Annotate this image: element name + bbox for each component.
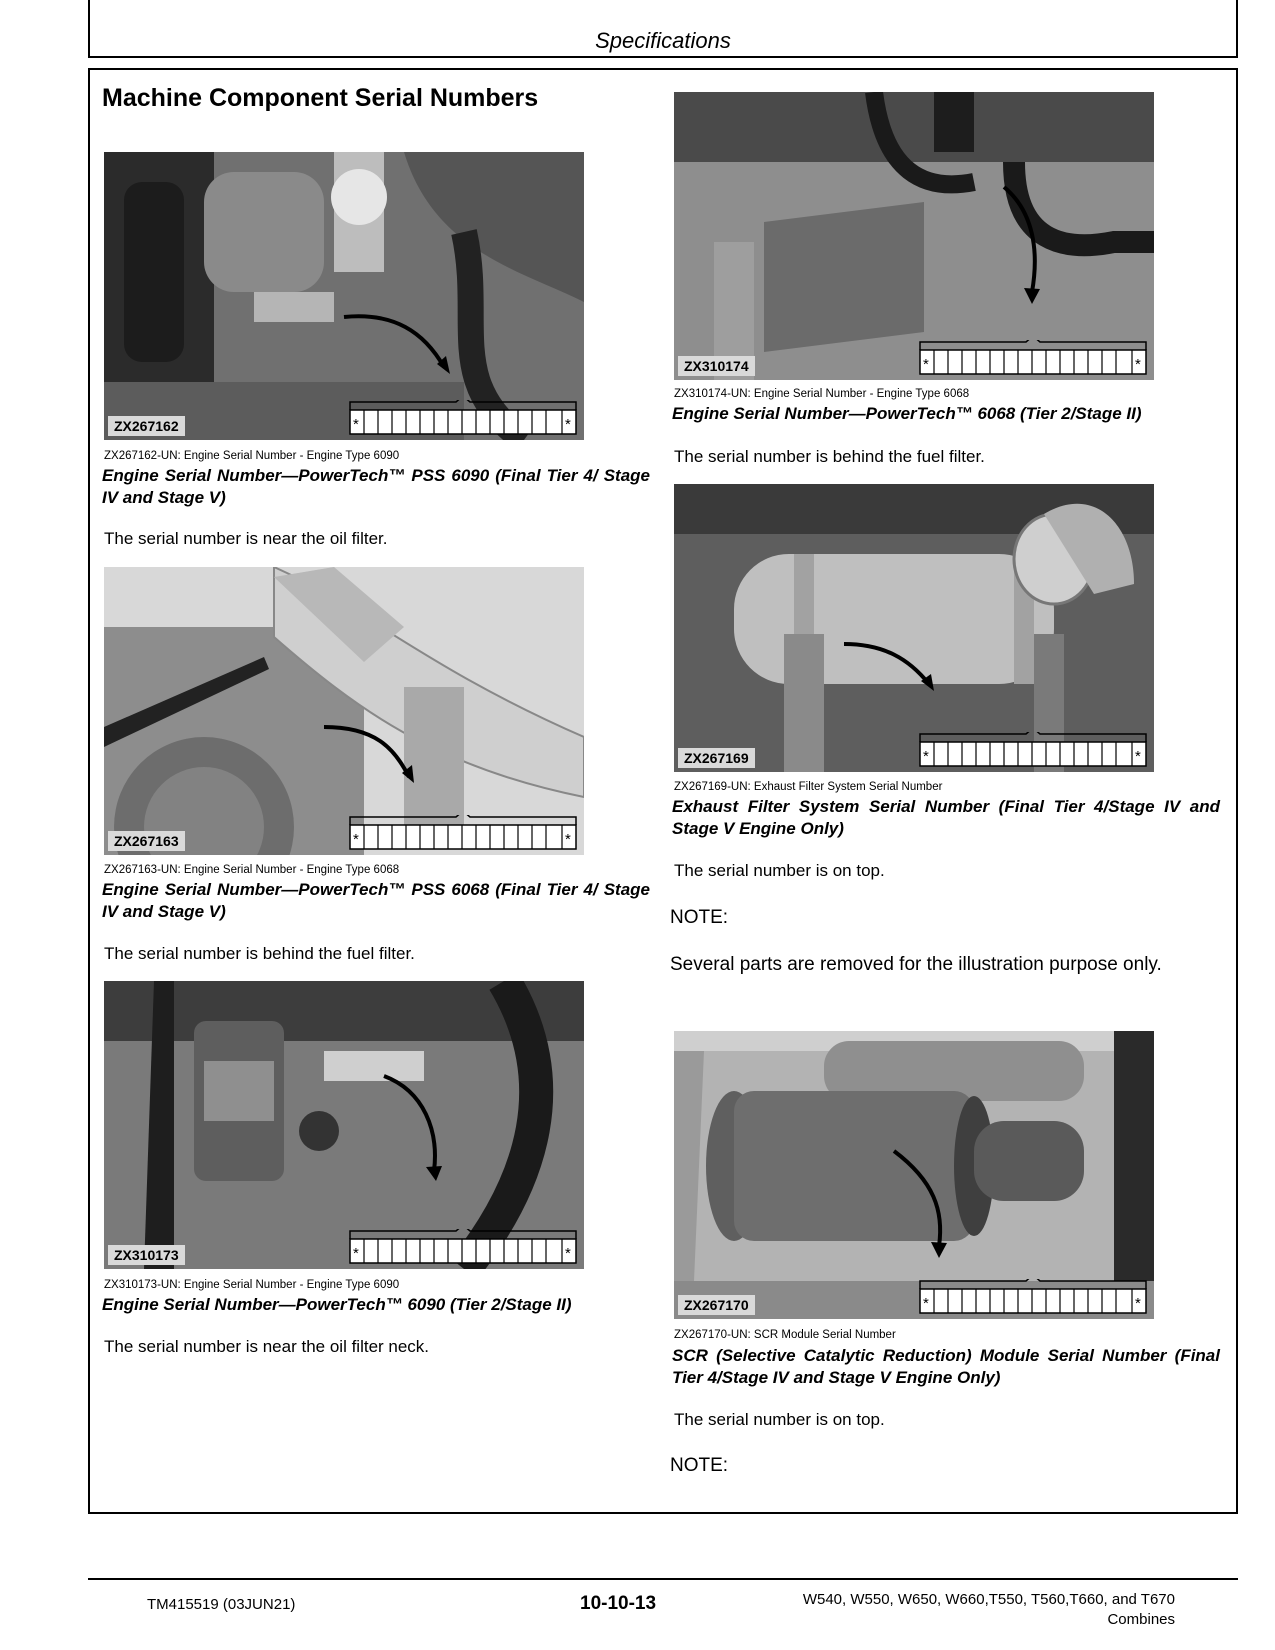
strip-end-mark: * bbox=[565, 1245, 571, 1262]
strip-start-mark: * bbox=[353, 416, 359, 433]
figure-caption: ZX310174-UN: Engine Serial Number - Engine Type 6068 bbox=[674, 388, 970, 400]
figure-code: ZX310173 bbox=[108, 1245, 185, 1265]
strip-start-mark: * bbox=[353, 831, 359, 848]
photo-illustration bbox=[674, 1031, 1154, 1319]
engine-6090-photo bbox=[104, 152, 584, 440]
footer-models-line1: W540, W550, W650, W660,T550, T560,T660, and T670 bbox=[802, 1591, 1175, 1608]
body-text: The serial number is behind the fuel filter. bbox=[104, 944, 415, 963]
engine-6068-tier2-photo bbox=[674, 92, 1154, 380]
photo-illustration bbox=[104, 567, 584, 855]
header-box bbox=[88, 0, 1238, 58]
strip-start-mark: * bbox=[923, 1295, 929, 1312]
section-heading: Engine Serial Number—PowerTech™ 6090 (Tier 2/Stage II) bbox=[102, 1295, 572, 1314]
note-label: NOTE: bbox=[670, 1455, 729, 1476]
strip-end-mark: * bbox=[565, 416, 571, 433]
photo-illustration bbox=[104, 152, 584, 440]
figure-caption: ZX310173-UN: Engine Serial Number - Engine Type 6090 bbox=[104, 1279, 400, 1291]
page-title: Machine Component Serial Numbers bbox=[102, 84, 539, 112]
section-heading: Exhaust Filter System Serial Number (Final Tier 4/Stage IV and Stage V Engine Only) bbox=[672, 797, 1220, 838]
footer-page-number: 10-10-13 bbox=[580, 1593, 657, 1614]
section-heading: SCR (Selective Catalytic Reduction) Module Serial Number (Final Tier 4/Stage IV and Stage V Engine Only) bbox=[672, 1346, 1220, 1387]
figure-caption: ZX267162-UN: Engine Serial Number - Engine Type 6090 bbox=[104, 450, 400, 462]
engine-6090-tier2-photo bbox=[104, 981, 584, 1269]
strip-end-mark: * bbox=[1135, 356, 1141, 373]
section-heading: Engine Serial Number—PowerTech™ 6068 (Tier 2/Stage II) bbox=[672, 404, 1142, 423]
photo-illustration bbox=[674, 484, 1154, 772]
strip-end-mark: * bbox=[1135, 1295, 1141, 1312]
strip-start-mark: * bbox=[353, 1245, 359, 1262]
engine-6068-photo bbox=[104, 567, 584, 855]
figure-caption: ZX267170-UN: SCR Module Serial Number bbox=[674, 1329, 896, 1341]
note-text: Several parts are removed for the illustration purpose only. bbox=[670, 954, 1162, 975]
body-text: The serial number is near the oil filter neck. bbox=[104, 1337, 430, 1356]
strip-end-mark: * bbox=[565, 831, 571, 848]
figure-caption: ZX267169-UN: Exhaust Filter System Serial Number bbox=[674, 781, 943, 793]
section-heading: Engine Serial Number—PowerTech™ PSS 6068 (Final Tier 4/ Stage IV and Stage V) bbox=[102, 880, 650, 921]
note-label: NOTE: bbox=[670, 907, 729, 928]
exhaust-filter-photo bbox=[674, 484, 1154, 772]
scr-module-photo bbox=[674, 1031, 1154, 1319]
photo-illustration bbox=[674, 92, 1154, 380]
serial-number-strip bbox=[918, 1279, 1148, 1315]
figure-code: ZX267163 bbox=[108, 831, 185, 851]
serial-number-strip bbox=[918, 340, 1148, 376]
serial-number-strip bbox=[348, 815, 578, 851]
body-text: The serial number is on top. bbox=[674, 1410, 885, 1429]
footer-doc-id: TM415519 (03JUN21) bbox=[147, 1596, 296, 1613]
strip-start-mark: * bbox=[923, 748, 929, 765]
serial-number-strip bbox=[348, 1229, 578, 1265]
body-text: The serial number is near the oil filter. bbox=[104, 529, 388, 548]
figure-caption: ZX267163-UN: Engine Serial Number - Engine Type 6068 bbox=[104, 864, 400, 876]
strip-end-mark: * bbox=[1135, 748, 1141, 765]
section-title: Specifications bbox=[595, 28, 731, 53]
figure-code: ZX267170 bbox=[678, 1295, 755, 1315]
footer-models bbox=[803, 1590, 1175, 1630]
figure-code: ZX267162 bbox=[108, 416, 185, 436]
footer-models-line2: Combines bbox=[1107, 1611, 1175, 1628]
body-text: The serial number is behind the fuel filter. bbox=[674, 447, 985, 466]
section-heading: Engine Serial Number—PowerTech™ PSS 6090 (Final Tier 4/ Stage IV and Stage V) bbox=[102, 466, 650, 507]
figure-code: ZX310174 bbox=[678, 356, 755, 376]
figure-code: ZX267169 bbox=[678, 748, 755, 768]
serial-number-strip bbox=[348, 400, 578, 436]
photo-illustration bbox=[104, 981, 584, 1269]
footer-rule bbox=[88, 1578, 1238, 1580]
body-text: The serial number is on top. bbox=[674, 861, 885, 880]
serial-number-strip bbox=[918, 732, 1148, 768]
strip-start-mark: * bbox=[923, 356, 929, 373]
